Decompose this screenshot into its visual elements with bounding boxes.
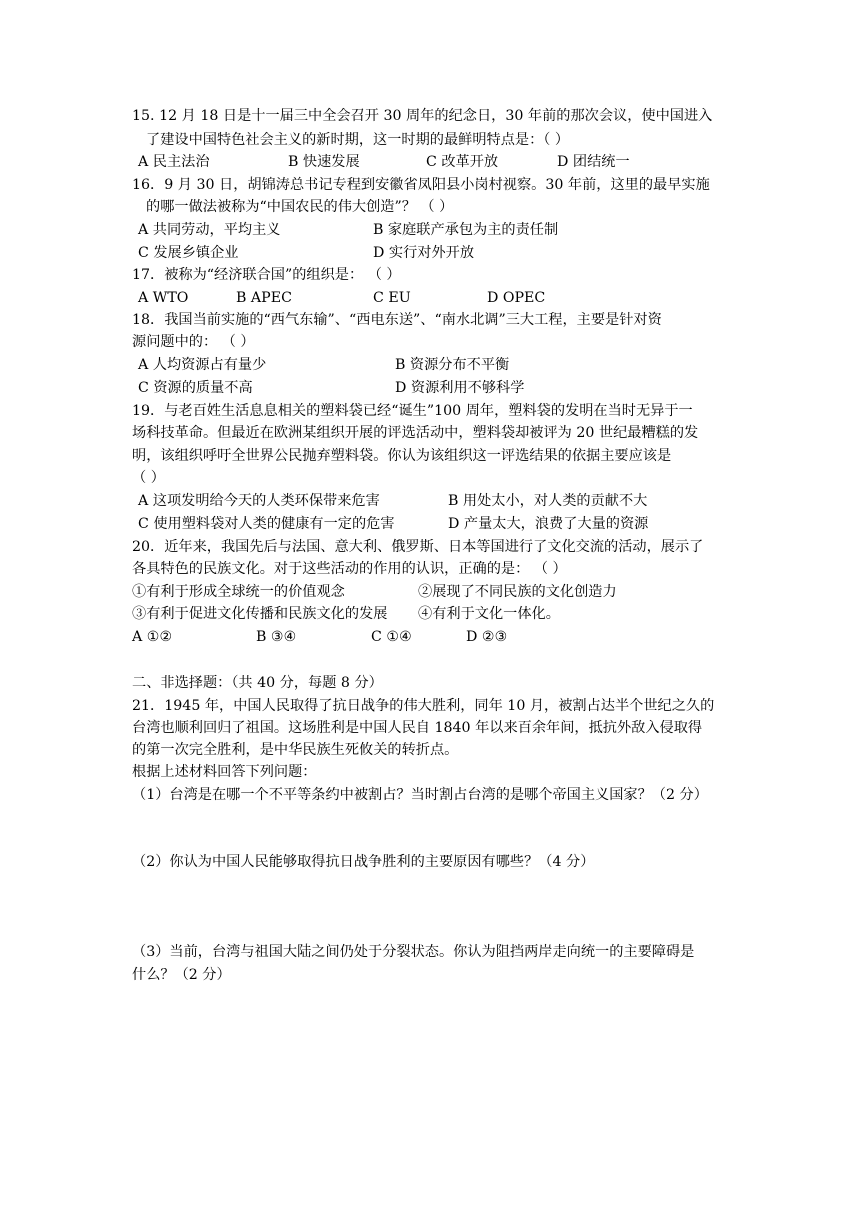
q20-option-c: C ①④ (371, 629, 412, 645)
q15-option-a: A 民主法治 (138, 154, 210, 170)
q17-option-a: A WTO (138, 290, 189, 306)
q17-option-c: C EU (373, 290, 411, 306)
section-heading: 二、非选择题：（共 40 分，每题 8 分） (132, 675, 383, 691)
q18-line1: 18．我国当前实施的“西气东输”、“西电东送”、“南水北调”三大工程，主要是针对资 (132, 312, 662, 328)
q19-line4: （ ） (132, 470, 165, 486)
q15-option-c: C 改革开放 (426, 154, 499, 170)
q19-line3: 明，该组织呼吁全世界公民抛弃塑料袋。你认为该组织这一评选结果的依据主要应该是 (132, 448, 672, 464)
q20-statement-4: ④有利于文化一体化。 (418, 606, 560, 622)
q20-option-b: B ③④ (256, 629, 297, 645)
q16-line1: 16．9 月 30 日，胡锦涛总书记专程到安徽省凤阳县小岗村视察。30 年前，这里的最早实施 (132, 177, 710, 193)
q19-option-a: A 这项发明给今天的人类环保带来危害 (138, 493, 380, 509)
q21-line2: 台湾也顺利回归了祖国。这场胜利是中国人民自 1840 年以来百余年间，抵抗外敌入侵取得 (132, 720, 703, 736)
q15-line1: 15. 12 月 18 日是十一届三中全会召开 30 周年的纪念日，30 年前的那次会议，使中国进入 (132, 108, 713, 124)
q20-statement-1: ①有利于形成全球统一的价值观念 (132, 584, 345, 600)
q18-option-b: B 资源分布不平衡 (395, 357, 510, 373)
q21-sub3-line2: 什么？（2 分） (132, 967, 231, 983)
q17-option-d: D OPEC (487, 290, 546, 306)
q16-option-d: D 实行对外开放 (373, 245, 475, 261)
q15-line2: 了建设中国特色社会主义的新时期，这一时期的最鲜明特点是：（ ） (146, 132, 570, 148)
q20-option-a: A ①② (132, 629, 173, 645)
q16-option-a: A 共同劳动，平均主义 (138, 222, 281, 238)
q18-line2: 源问题中的： （ ） (132, 334, 255, 350)
q20-line2: 各具特色的民族文化。对于这些活动的作用的认识，正确的是： （ ） (132, 561, 567, 577)
q21-line1: 21．1945 年，中国人民取得了抗日战争的伟大胜利，同年 10 月，被割占达半个世纪之久的 (132, 698, 715, 714)
q18-option-d: D 资源利用不够科学 (395, 380, 525, 396)
q19-line1: 19．与老百姓生活息息相关的塑料袋已经“诞生”100 周年，塑料袋的发明在当时无异于一 (132, 403, 693, 419)
q21-sub1: （1）台湾是在哪一个不平等条约中被割占？当时割占台湾的是哪个帝国主义国家？（2 分） (132, 787, 708, 803)
q18-option-a: A 人均资源占有量少 (138, 357, 267, 373)
q16-line2: 的哪一做法被称为“中国农民的伟大创造”？ （ ） (146, 199, 454, 215)
q21-sub3-line1: （3）当前，台湾与祖国大陆之间仍处于分裂状态。你认为阻挡两岸走向统一的主要障碍是 (132, 944, 695, 960)
q20-option-d: D ②③ (466, 629, 508, 645)
q18-option-c: C 资源的质量不高 (138, 380, 253, 396)
q21-sub2: （2）你认为中国人民能够取得抗日战争胜利的主要原因有哪些？（4 分） (132, 854, 595, 870)
q15-option-b: B 快速发展 (288, 154, 360, 170)
q15-option-d: D 团结统一 (557, 154, 630, 170)
q20-statement-3: ③有利于促进文化传播和民族文化的发展 (132, 606, 388, 622)
q17-line1: 17．被称为“经济联合国”的组织是： （ ） (132, 267, 401, 283)
q20-statement-2: ②展现了不同民族的文化创造力 (418, 584, 617, 600)
q21-line4: 根据上述材料回答下列问题： (132, 764, 317, 780)
q19-line2: 场科技革命。但最近在欧洲某组织开展的评选活动中，塑料袋却被评为 20 世纪最糟糕的发 (132, 425, 699, 441)
q16-option-b: B 家庭联产承包为主的责任制 (373, 222, 559, 238)
q16-option-c: C 发展乡镇企业 (138, 245, 239, 261)
q17-option-b: B APEC (236, 290, 292, 306)
q19-option-b: B 用处太小，对人类的贡献不大 (448, 493, 648, 509)
q21-line3: 的第一次完全胜利，是中华民族生死攸关的转折点。 (132, 742, 459, 758)
q20-line1: 20．近年来，我国先后与法国、意大利、俄罗斯、日本等国进行了文化交流的活动，展示了 (132, 539, 704, 555)
q19-option-c: C 使用塑料袋对人类的健康有一定的危害 (138, 516, 395, 532)
q19-option-d: D 产量太大，浪费了大量的资源 (448, 516, 649, 532)
